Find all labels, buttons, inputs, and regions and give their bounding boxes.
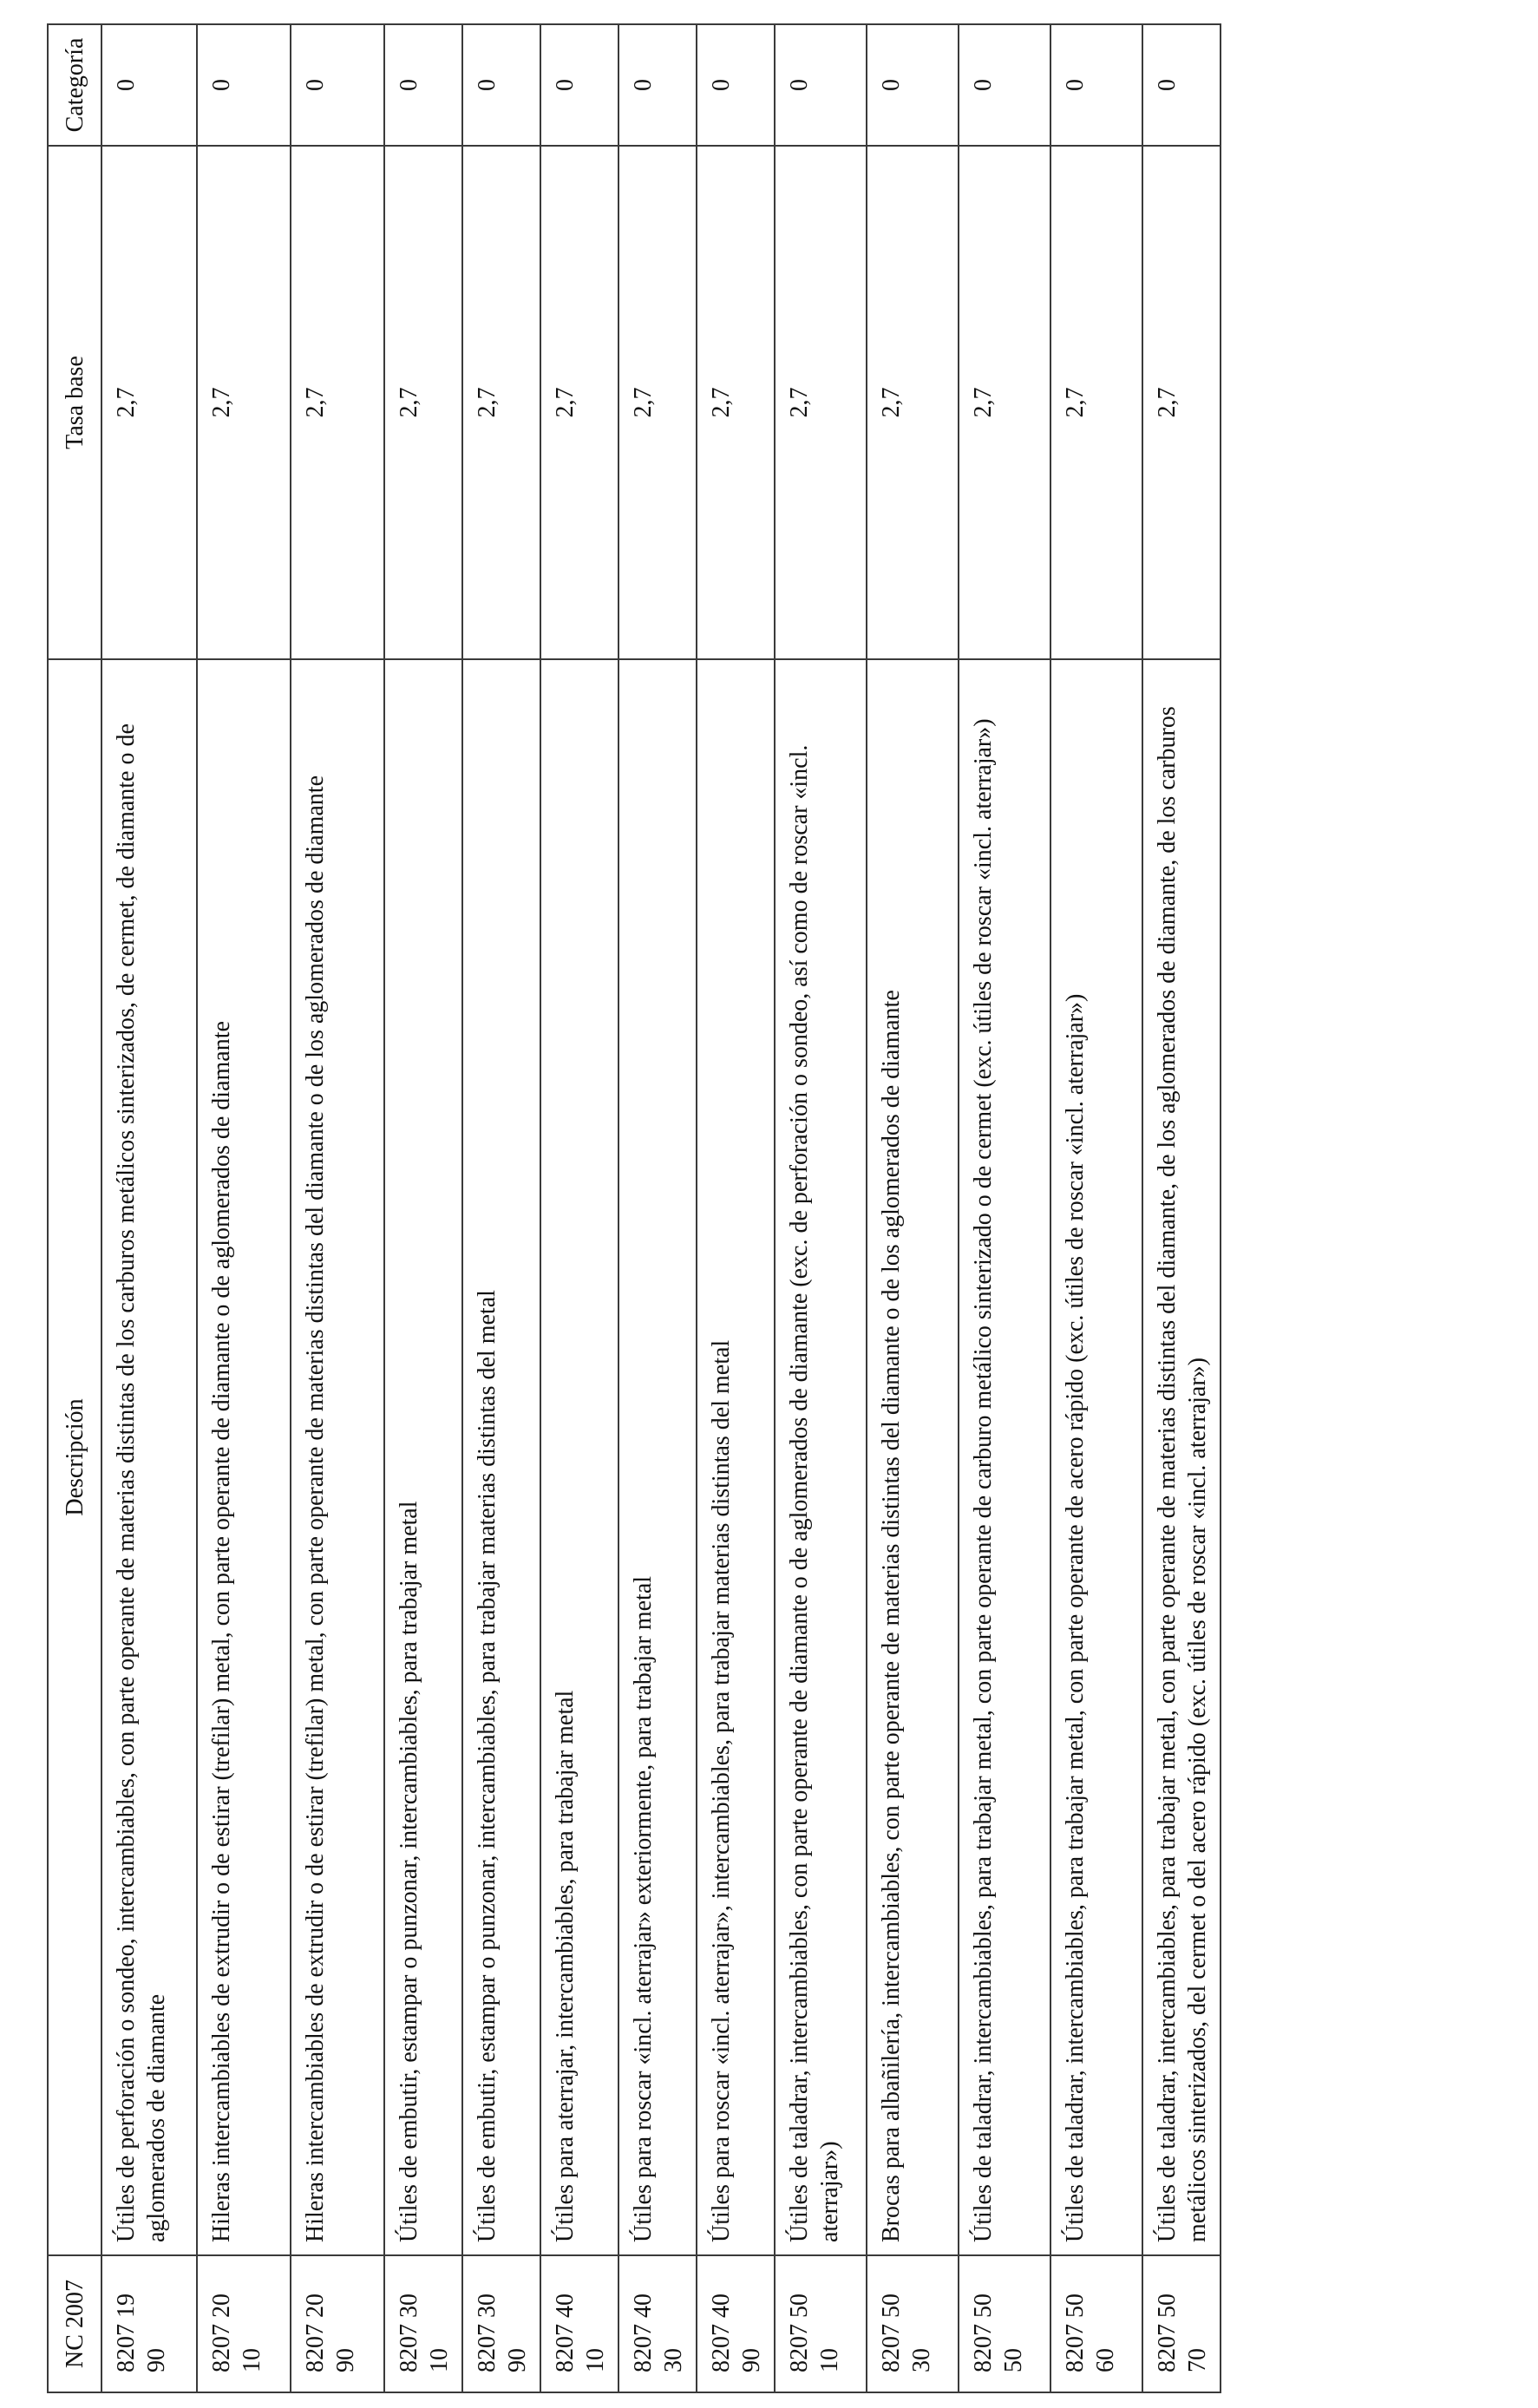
base-rate: 2,7 xyxy=(101,146,197,659)
description: Útiles de perforación o sondeo, intercambiables, con parte operante de materias distintas de los carburos metálicos sinterizados, de cermet, de diamante o de aglomerados de diamante xyxy=(101,659,197,2255)
nc-code: 8207 50 10 xyxy=(775,2255,867,2392)
nc-code: 8207 20 90 xyxy=(291,2255,384,2392)
nc-code: 8207 40 30 xyxy=(618,2255,697,2392)
description: Útiles de embutir, estampar o punzonar, intercambiables, para trabajar metal xyxy=(384,659,462,2255)
nc-code: 8207 50 60 xyxy=(1050,2255,1142,2392)
nc-code: 8207 30 10 xyxy=(384,2255,462,2392)
nc-code: 8207 50 70 xyxy=(1142,2255,1221,2392)
table-body xyxy=(101,24,1221,2392)
tariff-table xyxy=(47,23,1221,2393)
description: Hileras intercambiables de extrudir o de estirar (trefilar) metal, con parte operante de materias distintas del diamante o de los aglomerados de diamante xyxy=(291,659,384,2255)
category: 0 xyxy=(291,24,384,146)
description: Útiles de taladrar, intercambiables, para trabajar metal, con parte operante de acero rápido (exc. útiles de roscar «incl. aterrajar») xyxy=(1050,659,1142,2255)
nc-code: 8207 50 30 xyxy=(867,2255,959,2392)
table-row xyxy=(101,24,197,2392)
table-row xyxy=(462,24,540,2392)
table-row xyxy=(197,24,291,2392)
table-row xyxy=(1050,24,1142,2392)
description: Brocas para albañilería, intercambiables, con parte operante de materias distintas del diamante o de los aglomerados de diamante xyxy=(867,659,959,2255)
nc-code: 8207 50 50 xyxy=(959,2255,1050,2392)
header-description: Descripción xyxy=(48,659,101,2255)
nc-code: 8207 40 90 xyxy=(697,2255,775,2392)
category: 0 xyxy=(1142,24,1221,146)
base-rate: 2,7 xyxy=(697,146,775,659)
table-header-row xyxy=(48,24,101,2392)
header-base-rate: Tasa base xyxy=(48,146,101,659)
rotated-page xyxy=(47,25,1211,2393)
table-row xyxy=(775,24,867,2392)
category: 0 xyxy=(1050,24,1142,146)
category: 0 xyxy=(775,24,867,146)
category: 0 xyxy=(618,24,697,146)
nc-code: 8207 40 10 xyxy=(540,2255,618,2392)
base-rate: 2,7 xyxy=(462,146,540,659)
category: 0 xyxy=(867,24,959,146)
nc-code: 8207 20 10 xyxy=(197,2255,291,2392)
category: 0 xyxy=(540,24,618,146)
table-row xyxy=(867,24,959,2392)
table-row xyxy=(618,24,697,2392)
description: Útiles para aterrajar, intercambiables, para trabajar metal xyxy=(540,659,618,2255)
header-nc: NC 2007 xyxy=(48,2255,101,2392)
description: Útiles para roscar «incl. aterrajar» exteriormente, para trabajar metal xyxy=(618,659,697,2255)
header-category: Categoría xyxy=(48,24,101,146)
base-rate: 2,7 xyxy=(384,146,462,659)
description: Hileras intercambiables de extrudir o de estirar (trefilar) metal, con parte operante de diamante o de aglomerados de diamante xyxy=(197,659,291,2255)
table-row xyxy=(291,24,384,2392)
base-rate: 2,7 xyxy=(1050,146,1142,659)
table-row xyxy=(697,24,775,2392)
base-rate: 2,7 xyxy=(775,146,867,659)
base-rate: 2,7 xyxy=(1142,146,1221,659)
base-rate: 2,7 xyxy=(959,146,1050,659)
table-row xyxy=(1142,24,1221,2392)
description: Útiles de embutir, estampar o punzonar, intercambiables, para trabajar materias distintas del metal xyxy=(462,659,540,2255)
base-rate: 2,7 xyxy=(618,146,697,659)
category: 0 xyxy=(101,24,197,146)
nc-code: 8207 19 90 xyxy=(101,2255,197,2392)
base-rate: 2,7 xyxy=(291,146,384,659)
base-rate: 2,7 xyxy=(197,146,291,659)
table-row xyxy=(540,24,618,2392)
category: 0 xyxy=(197,24,291,146)
category: 0 xyxy=(959,24,1050,146)
description: Útiles de taladrar, intercambiables, para trabajar metal, con parte operante de materias distintas del diamante, de los aglomerados de diamante, de los carburos metálicos sinterizados, del cermet o del acero rápido (exc. útiles de roscar «incl. aterrajar») xyxy=(1142,659,1221,2255)
base-rate: 2,7 xyxy=(540,146,618,659)
category: 0 xyxy=(462,24,540,146)
category: 0 xyxy=(697,24,775,146)
nc-code: 8207 30 90 xyxy=(462,2255,540,2392)
description: Útiles para roscar «incl. aterrajar», intercambiables, para trabajar materias distintas del metal xyxy=(697,659,775,2255)
base-rate: 2,7 xyxy=(867,146,959,659)
table-row xyxy=(959,24,1050,2392)
category: 0 xyxy=(384,24,462,146)
description: Útiles de taladrar, intercambiables, con parte operante de diamante o de aglomerados de diamante (exc. de perforación o sondeo, así como de roscar «incl. aterrajar») xyxy=(775,659,867,2255)
table-row xyxy=(384,24,462,2392)
description: Útiles de taladrar, intercambiables, para trabajar metal, con parte operante de carburo metálico sinterizado o de cermet (exc. útiles de roscar «incl. aterrajar») xyxy=(959,659,1050,2255)
